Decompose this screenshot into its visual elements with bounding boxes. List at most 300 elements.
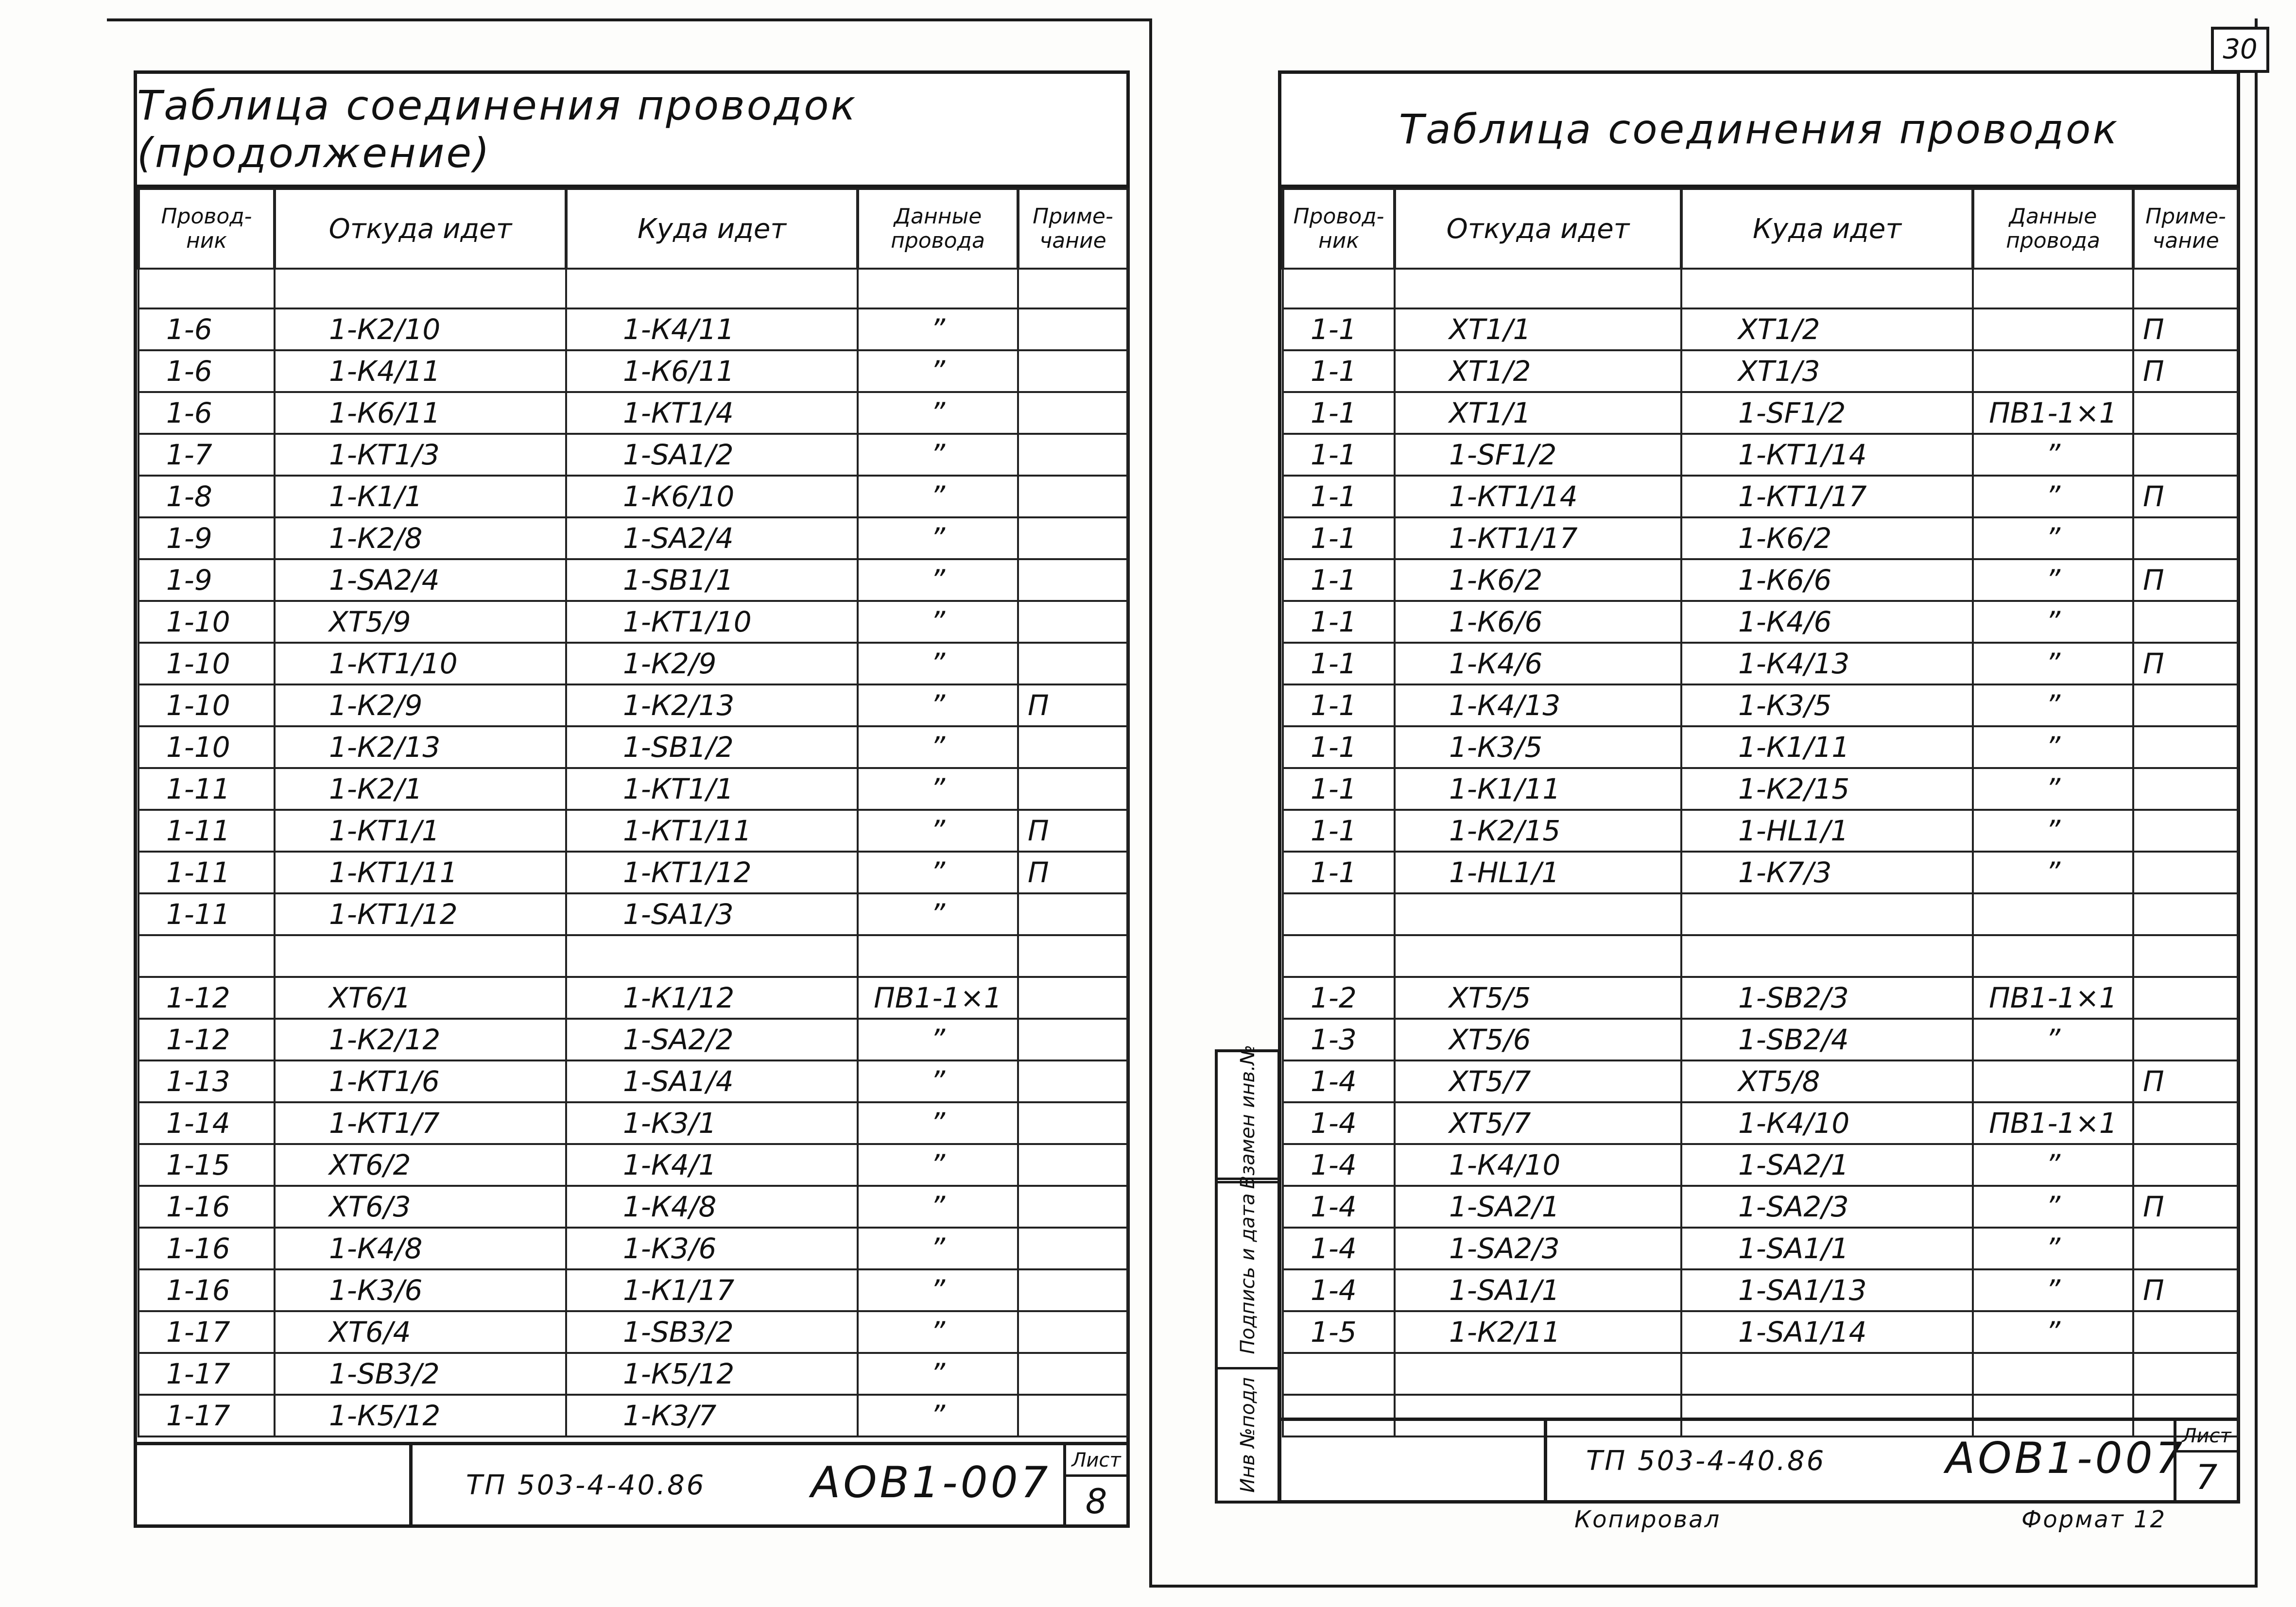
cell-to: 1-HL1/1	[1681, 810, 1973, 852]
cell-wire: 1-16	[138, 1228, 275, 1269]
center-fold-line	[1149, 18, 1152, 1588]
cell-wire: 1-2	[1283, 977, 1395, 1019]
cell-wire: 1-10	[138, 643, 275, 684]
table-row	[1283, 1060, 2238, 1102]
cell-from: 1-КТ1/7	[275, 1102, 566, 1144]
cell-note	[1018, 1019, 1128, 1060]
project-number: ТП 503-4-40.86	[1586, 1445, 1826, 1477]
table-row	[138, 476, 1128, 517]
cell-wire: 1-4	[1283, 1102, 1395, 1144]
cell-to: 1-К6/2	[1681, 517, 1973, 559]
cell-to: 1-КТ1/12	[566, 852, 858, 893]
cell-data: ”	[1973, 1269, 2133, 1311]
cell-to: 1-К1/11	[1681, 726, 1973, 768]
cell-from: 1-КТ1/6	[275, 1060, 566, 1102]
cell-to: 1-SA1/1	[1681, 1228, 1973, 1269]
cell-data: ”	[858, 1395, 1018, 1436]
table-row	[1283, 1353, 2238, 1395]
cell-note	[1018, 1353, 1128, 1395]
cell-data: ”	[858, 559, 1018, 601]
cell-data: ”	[858, 1186, 1018, 1228]
cell-from	[275, 935, 566, 977]
cell-to: 1-SA1/3	[566, 893, 858, 935]
cell-data: ”	[1973, 768, 2133, 810]
cell-note	[1018, 392, 1128, 434]
cell-from: 1-К4/8	[275, 1228, 566, 1269]
cell-from: 1-КТ1/17	[1395, 517, 1681, 559]
cell-note	[1018, 308, 1128, 350]
cell-wire: 1-1	[1283, 308, 1395, 350]
cell-to: 1-SA2/3	[1681, 1186, 1973, 1228]
table-row	[1283, 768, 2238, 810]
format-label: Формат 12	[2021, 1506, 2167, 1533]
cell-note	[1018, 559, 1128, 601]
cell-wire: 1-1	[1283, 476, 1395, 517]
cell-note: П	[2133, 308, 2238, 350]
cell-wire: 1-11	[138, 810, 275, 852]
cell-from: 1-К1/11	[1395, 768, 1681, 810]
cell-from	[1395, 893, 1681, 935]
cell-wire: 1-12	[138, 977, 275, 1019]
table-row	[1283, 810, 2238, 852]
table-row	[138, 1060, 1128, 1102]
cell-wire: 1-17	[138, 1353, 275, 1395]
cell-note: П	[1018, 852, 1128, 893]
table-row	[1283, 308, 2238, 350]
cell-wire: 1-15	[138, 1144, 275, 1186]
cell-data: ”	[1973, 684, 2133, 726]
cell-to: 1-SB1/2	[566, 726, 858, 768]
table-row	[1283, 476, 2238, 517]
cell-data: ”	[858, 1228, 1018, 1269]
cell-from: 1-К3/6	[275, 1269, 566, 1311]
cell-to: 1-SB2/3	[1681, 977, 1973, 1019]
cell-data: ”	[858, 852, 1018, 893]
cell-wire: 1-9	[138, 517, 275, 559]
col-wire-header: Провод-ник	[138, 189, 275, 269]
cell-note	[1018, 1269, 1128, 1311]
cell-note	[1018, 1228, 1128, 1269]
cell-to: 1-SA1/13	[1681, 1269, 1973, 1311]
sheet-label: Лист	[1066, 1449, 1126, 1477]
col-data-header: Данные провода	[1973, 189, 2133, 269]
cell-note	[2133, 1019, 2238, 1060]
cell-wire: 1-3	[1283, 1019, 1395, 1060]
title-block-inner	[1544, 1421, 2237, 1500]
cell-data: ”	[858, 350, 1018, 392]
cell-to: 1-КТ1/1	[566, 768, 858, 810]
cell-wire: 1-1	[1283, 392, 1395, 434]
cell-wire: 1-17	[138, 1395, 275, 1436]
cell-wire: 1-1	[1283, 726, 1395, 768]
cell-data: ”	[858, 1353, 1018, 1395]
cell-wire: 1-4	[1283, 1228, 1395, 1269]
table-row	[138, 1311, 1128, 1353]
cell-wire: 1-1	[1283, 434, 1395, 476]
sheet-number: 7	[2195, 1457, 2218, 1497]
top-rule	[107, 18, 1152, 21]
table-row	[1283, 893, 2238, 935]
cell-data	[1973, 1353, 2133, 1395]
cell-note	[2133, 893, 2238, 935]
cell-to: ХТ5/8	[1681, 1060, 1973, 1102]
cell-from: 1-К1/1	[275, 476, 566, 517]
cell-data: ПВ1-1×1	[858, 977, 1018, 1019]
cell-note	[1018, 601, 1128, 643]
cell-note	[1018, 1311, 1128, 1353]
sheet-number-box	[1063, 1445, 1126, 1524]
cell-note	[1018, 350, 1128, 392]
cell-wire: 1-10	[138, 684, 275, 726]
page-number: 30	[2211, 27, 2269, 73]
cell-wire	[1283, 1353, 1395, 1395]
table-row	[1283, 1019, 2238, 1060]
table-row	[138, 559, 1128, 601]
cell-data	[1973, 1060, 2133, 1102]
cell-note	[2133, 726, 2238, 768]
cell-note	[1018, 643, 1128, 684]
table-row	[1283, 559, 2238, 601]
cell-data: ПВ1-1×1	[1973, 1102, 2133, 1144]
cell-note	[2133, 1353, 2238, 1395]
cell-note	[1018, 517, 1128, 559]
copied-label: Копировал	[1574, 1506, 1721, 1533]
table-row	[1283, 726, 2238, 768]
table-row	[1283, 935, 2238, 977]
table-row	[1283, 977, 2238, 1019]
cell-wire: 1-11	[138, 893, 275, 935]
cell-from: ХТ5/9	[275, 601, 566, 643]
table-row	[138, 768, 1128, 810]
table-row	[138, 1102, 1128, 1144]
cell-to	[1681, 893, 1973, 935]
cell-from: ХТ5/7	[1395, 1102, 1681, 1144]
table-row	[138, 392, 1128, 434]
cell-data	[1973, 308, 2133, 350]
right-wire-table	[1281, 188, 2240, 1437]
cell-data: ”	[858, 893, 1018, 935]
cell-to: 1-К7/3	[1681, 852, 1973, 893]
cell-wire: 1-16	[138, 1186, 275, 1228]
cell-from: 1-КТ1/11	[275, 852, 566, 893]
cell-note: П	[2133, 1186, 2238, 1228]
table-row	[138, 893, 1128, 935]
cell-from: 1-КТ1/10	[275, 643, 566, 684]
cell-from: 1-К2/1	[275, 768, 566, 810]
cell-from: 1-К2/10	[275, 308, 566, 350]
cell-to	[1681, 935, 1973, 977]
cell-note	[1018, 1144, 1128, 1186]
cell-data: ”	[1973, 1311, 2133, 1353]
cell-data: ”	[858, 768, 1018, 810]
cell-to	[566, 935, 858, 977]
cell-wire: 1-6	[138, 392, 275, 434]
right-frame-line	[2255, 18, 2258, 1588]
strip-cell-replacement-inv: Взамен инв.№	[1218, 1052, 1277, 1183]
cell-note	[2133, 768, 2238, 810]
cell-to: 1-К6/6	[1681, 559, 1973, 601]
cell-to: 1-К2/9	[566, 643, 858, 684]
cell-wire: 1-1	[1283, 810, 1395, 852]
cell-note	[1018, 935, 1128, 977]
cell-wire: 1-1	[1283, 643, 1395, 684]
cell-note: П	[2133, 643, 2238, 684]
cell-note	[2133, 1311, 2238, 1353]
col-data-header: Данные провода	[858, 189, 1018, 269]
cell-from: 1-SA1/1	[1395, 1269, 1681, 1311]
col-from-header: Откуда идет	[275, 189, 566, 269]
cell-wire: 1-14	[138, 1102, 275, 1144]
strip-cell-signature-date: Подпись и дата	[1218, 1178, 1277, 1369]
cell-note	[1018, 977, 1128, 1019]
cell-wire: 1-10	[138, 726, 275, 768]
cell-note	[1018, 768, 1128, 810]
table-row	[1283, 392, 2238, 434]
cell-wire: 1-4	[1283, 1269, 1395, 1311]
cell-wire: 1-12	[138, 1019, 275, 1060]
table-row	[1283, 852, 2238, 893]
bottom-rule	[1149, 1585, 2258, 1588]
cell-wire: 1-16	[138, 1269, 275, 1311]
cell-data: ”	[858, 1060, 1018, 1102]
col-to-header: Куда идет	[566, 189, 858, 269]
cell-from: 1-К6/11	[275, 392, 566, 434]
drawing-code: АОВ1-007	[1946, 1433, 2186, 1483]
cell-to: 1-КТ1/4	[566, 392, 858, 434]
table-row	[1283, 1269, 2238, 1311]
cell-wire: 1-11	[138, 768, 275, 810]
cell-data: ”	[1973, 1144, 2133, 1186]
col-from-header: Откуда идет	[1395, 189, 1681, 269]
cell-note: П	[1018, 684, 1128, 726]
cell-to: 1-SB3/2	[566, 1311, 858, 1353]
cell-wire: 1-17	[138, 1311, 275, 1353]
col-wire-header: Провод-ник	[1283, 189, 1395, 269]
cell-data: ПВ1-1×1	[1973, 392, 2133, 434]
cell-wire: 1-11	[138, 852, 275, 893]
cell-to: 1-SB2/4	[1681, 1019, 1973, 1060]
table-row	[138, 1228, 1128, 1269]
cell-wire	[1283, 935, 1395, 977]
cell-note	[1018, 1395, 1128, 1436]
cell-note	[2133, 434, 2238, 476]
table-row	[1283, 684, 2238, 726]
right-sheet	[1278, 70, 2240, 1504]
cell-note	[2133, 1144, 2238, 1186]
table-row	[1283, 350, 2238, 392]
table-row	[138, 601, 1128, 643]
cell-to: ХТ1/2	[1681, 308, 1973, 350]
cell-from: 1-К2/12	[275, 1019, 566, 1060]
cell-note: П	[2133, 559, 2238, 601]
cell-from: 1-К4/13	[1395, 684, 1681, 726]
cell-to: 1-SA1/14	[1681, 1311, 1973, 1353]
cell-from: 1-К2/8	[275, 517, 566, 559]
cell-note	[2133, 517, 2238, 559]
cell-to: 1-К3/7	[566, 1395, 858, 1436]
cell-to: 1-К6/11	[566, 350, 858, 392]
cell-to: 1-К3/6	[566, 1228, 858, 1269]
cell-to: 1-SA2/2	[566, 1019, 858, 1060]
cell-data	[1973, 893, 2133, 935]
cell-from: ХТ1/2	[1395, 350, 1681, 392]
table-row	[1283, 434, 2238, 476]
cell-note	[1018, 1060, 1128, 1102]
col-note-header: Приме-чание	[1018, 189, 1128, 269]
cell-to: 1-К1/12	[566, 977, 858, 1019]
cell-note	[2133, 684, 2238, 726]
strip-cell-inv-original: Инв №подл	[1236, 1377, 1259, 1493]
table-row	[138, 1269, 1128, 1311]
sheet-label: Лист	[2176, 1425, 2237, 1453]
sheet-number-box	[2174, 1421, 2237, 1500]
table-row	[1283, 601, 2238, 643]
cell-data: ”	[1973, 434, 2133, 476]
cell-to: 1-SA1/2	[566, 434, 858, 476]
cell-to: 1-SA2/4	[566, 517, 858, 559]
cell-wire: 1-1	[1283, 684, 1395, 726]
cell-to: 1-SB1/1	[566, 559, 858, 601]
cell-note	[2133, 392, 2238, 434]
cell-data: ”	[858, 1311, 1018, 1353]
cell-data: ”	[858, 392, 1018, 434]
table-row	[138, 643, 1128, 684]
project-number: ТП 503-4-40.86	[466, 1470, 706, 1501]
cell-from	[1395, 1353, 1681, 1395]
cell-data: ”	[858, 1144, 1018, 1186]
cell-note	[2133, 852, 2238, 893]
signature-side-strip	[1215, 1044, 1280, 1504]
cell-to: 1-SA1/4	[566, 1060, 858, 1102]
cell-wire	[138, 935, 275, 977]
cell-wire: 1-1	[1283, 768, 1395, 810]
cell-from: 1-К2/11	[1395, 1311, 1681, 1353]
cell-to: 1-К1/17	[566, 1269, 858, 1311]
cell-data	[858, 935, 1018, 977]
cell-to: 1-К4/8	[566, 1186, 858, 1228]
cell-to: 1-КТ1/17	[1681, 476, 1973, 517]
cell-from: 1-КТ1/3	[275, 434, 566, 476]
cell-note	[2133, 1102, 2238, 1144]
table-row	[138, 1395, 1128, 1436]
cell-from: 1-КТ1/1	[275, 810, 566, 852]
cell-data: ”	[1973, 726, 2133, 768]
cell-note: П	[2133, 350, 2238, 392]
cell-wire: 1-6	[138, 308, 275, 350]
left-table-body	[138, 269, 1128, 1436]
right-table-body	[1283, 269, 2238, 1436]
title-block-inner	[409, 1445, 1126, 1524]
cell-wire: 1-9	[138, 559, 275, 601]
table-row	[1283, 1102, 2238, 1144]
cell-to: 1-К2/13	[566, 684, 858, 726]
cell-data: ”	[858, 476, 1018, 517]
cell-from: 1-К2/9	[275, 684, 566, 726]
left-table-header	[138, 189, 1128, 269]
table-row	[1283, 1228, 2238, 1269]
table-row	[138, 684, 1128, 726]
cell-from: ХТ6/2	[275, 1144, 566, 1186]
cell-note	[1018, 434, 1128, 476]
left-wire-table	[137, 188, 1129, 1437]
cell-from: 1-HL1/1	[1395, 852, 1681, 893]
cell-to: 1-К4/13	[1681, 643, 1973, 684]
cell-data: ”	[1973, 559, 2133, 601]
table-row	[1283, 1311, 2238, 1353]
cell-data: ”	[1973, 1186, 2133, 1228]
cell-note	[2133, 601, 2238, 643]
table-row	[138, 1019, 1128, 1060]
col-note-header: Приме-чание	[2133, 189, 2238, 269]
cell-to: 1-КТ1/10	[566, 601, 858, 643]
cell-data: ”	[1973, 643, 2133, 684]
table-row	[138, 1186, 1128, 1228]
cell-wire: 1-13	[138, 1060, 275, 1102]
cell-from: 1-КТ1/12	[275, 893, 566, 935]
cell-data	[1973, 935, 2133, 977]
cell-data: ПВ1-1×1	[1973, 977, 2133, 1019]
cell-from	[1395, 935, 1681, 977]
cell-wire: 1-7	[138, 434, 275, 476]
table-spacer-row	[1283, 269, 2238, 308]
cell-from: 1-SA2/3	[1395, 1228, 1681, 1269]
cell-data: ”	[1973, 1228, 2133, 1269]
cell-to: 1-SA2/1	[1681, 1144, 1973, 1186]
cell-data: ”	[858, 643, 1018, 684]
col-to-header: Куда идет	[1681, 189, 1973, 269]
cell-to: 1-К3/1	[566, 1102, 858, 1144]
cell-to: 1-К3/5	[1681, 684, 1973, 726]
cell-note: П	[2133, 1060, 2238, 1102]
cell-wire: 1-1	[1283, 517, 1395, 559]
cell-to: 1-К4/10	[1681, 1102, 1973, 1144]
cell-data: ”	[858, 434, 1018, 476]
cell-wire: 1-4	[1283, 1186, 1395, 1228]
cell-from: 1-SA2/4	[275, 559, 566, 601]
cell-note	[2133, 977, 2238, 1019]
cell-note	[2133, 1228, 2238, 1269]
cell-wire: 1-1	[1283, 601, 1395, 643]
cell-wire: 1-4	[1283, 1144, 1395, 1186]
cell-from: 1-К6/2	[1395, 559, 1681, 601]
cell-from: 1-SF1/2	[1395, 434, 1681, 476]
right-title-block	[1281, 1418, 2237, 1500]
cell-from: 1-SA2/1	[1395, 1186, 1681, 1228]
cell-note	[2133, 935, 2238, 977]
cell-data: ”	[1973, 852, 2133, 893]
cell-to: 1-SF1/2	[1681, 392, 1973, 434]
table-row	[138, 1353, 1128, 1395]
left-sheet	[134, 70, 1130, 1528]
left-title-block	[137, 1442, 1126, 1524]
cell-data	[1973, 350, 2133, 392]
cell-to: 1-К5/12	[566, 1353, 858, 1395]
cell-data: ”	[1973, 1019, 2133, 1060]
cell-wire: 1-5	[1283, 1311, 1395, 1353]
cell-data: ”	[858, 517, 1018, 559]
cell-from: ХТ6/3	[275, 1186, 566, 1228]
cell-wire: 1-1	[1283, 350, 1395, 392]
table-row	[1283, 517, 2238, 559]
cell-from: 1-КТ1/14	[1395, 476, 1681, 517]
sheet-number: 8	[1085, 1482, 1107, 1522]
cell-data: ”	[1973, 810, 2133, 852]
cell-to: 1-КТ1/14	[1681, 434, 1973, 476]
cell-to: 1-К4/1	[566, 1144, 858, 1186]
cell-to: 1-К6/10	[566, 476, 858, 517]
table-row	[138, 810, 1128, 852]
table-row	[138, 852, 1128, 893]
